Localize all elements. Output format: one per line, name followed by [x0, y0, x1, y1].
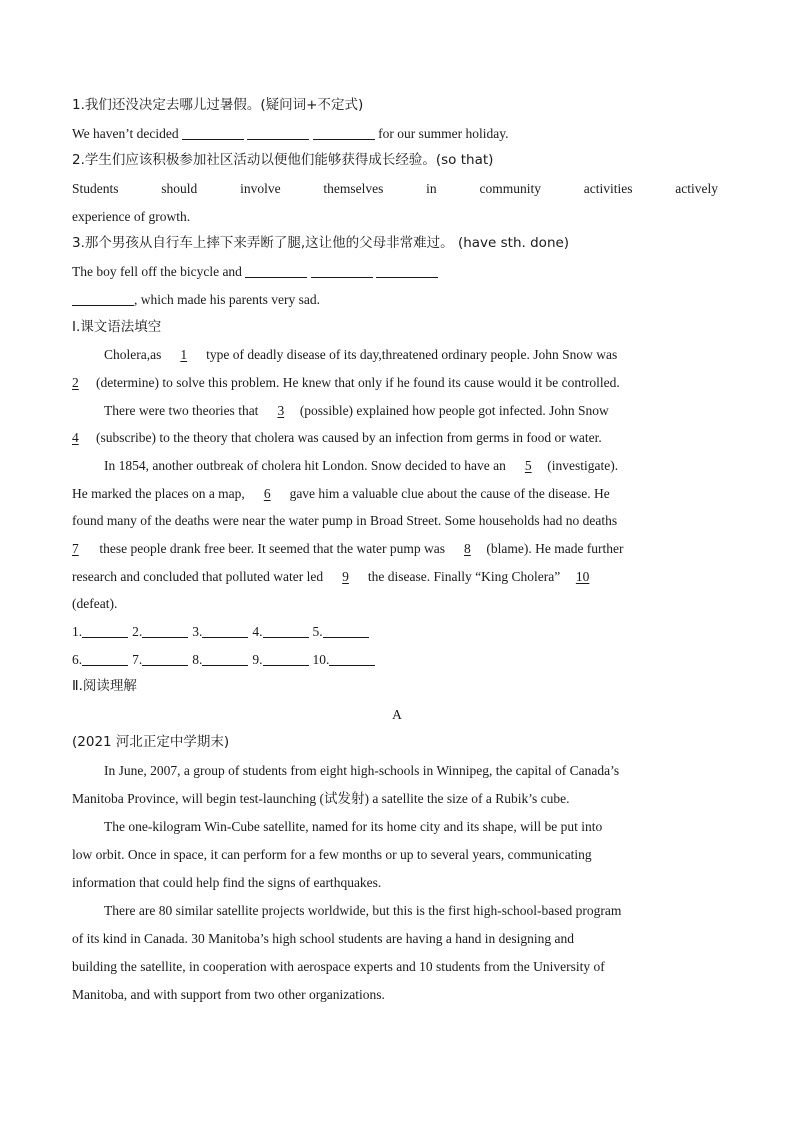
answer-field-7[interactable]: [142, 651, 188, 666]
s2-p2-line3: information that could help find the signs of earthquakes.: [72, 874, 382, 890]
answer-row-2: 6. 7. 8. 9. 10.: [72, 646, 722, 674]
q1-blank-2[interactable]: [247, 125, 309, 140]
q2-sentence-line1: Students should involve themselves in community activities actively: [72, 181, 718, 197]
answer-field-8[interactable]: [202, 651, 248, 666]
worksheet-page: [72, 92, 722, 1009]
q1-prompt: 1.我们还没决定去哪儿过暑假。(疑问词+不定式): [72, 97, 364, 113]
blank-10[interactable]: 10: [575, 568, 590, 584]
s1-p3-line4: 7 these people drank free beer. It seemed that the water pump was 8 (blame). He made further: [72, 535, 722, 563]
s1-p3-line1: In 1854, another outbreak of cholera hit London. Snow decided to have an 5 (investigate).: [72, 452, 722, 480]
s2-p3-line3: building the satellite, in cooperation with aerospace experts and 10 students from the University of: [72, 958, 605, 974]
answer-field-9[interactable]: [263, 651, 309, 666]
q1-blank-1[interactable]: [182, 125, 244, 140]
s2-p1-line2: Manitoba Province, will begin test-launching (试发射) a satellite the size of a Rubik’s cube.: [72, 790, 570, 806]
q2-prompt: 2.学生们应该积极参加社区活动以便他们能够获得成长经验。(so that): [72, 152, 494, 169]
answer-field-3[interactable]: [202, 623, 248, 638]
answer-field-2[interactable]: [142, 623, 188, 638]
passage-label: A: [392, 707, 402, 723]
blank-2[interactable]: 2: [72, 374, 79, 390]
s1-p2-line2: 4 (subscribe) to the theory that cholera was caused by an infection from germs in food or water.: [72, 424, 722, 452]
s1-p3-line6: (defeat).: [72, 596, 118, 612]
s2-p2-line1: The one-kilogram Win-Cube satellite, named for its home city and its shape, will be put into: [104, 818, 603, 834]
q3-sentence-line2: , which made his parents very sad.: [72, 286, 722, 314]
q1-sentence: We haven’t decided for our summer holiday.: [72, 125, 509, 141]
q3-blank-1[interactable]: [245, 263, 307, 278]
q3-blank-4[interactable]: [72, 291, 134, 306]
q3-blank-3[interactable]: [376, 263, 438, 278]
s2-p3-line1: There are 80 similar satellite projects worldwide, but this is the first high-school-based program: [104, 902, 622, 918]
answer-field-1[interactable]: [82, 623, 128, 638]
answer-field-4[interactable]: [263, 623, 309, 638]
answer-field-5[interactable]: [323, 623, 369, 638]
s2-p2-line2: low orbit. Once in space, it can perform for a few months or up to several years, communicating: [72, 846, 592, 862]
passage-body: [72, 757, 722, 1009]
blank-1[interactable]: 1: [180, 347, 188, 363]
q2-sentence-line2: experience of growth.: [72, 208, 191, 224]
blank-6[interactable]: 6: [263, 485, 271, 501]
s2-p1-line1: In June, 2007, a group of students from eight high-schools in Winnipeg, the capital of Canada’s: [104, 762, 620, 778]
blank-4[interactable]: 4: [72, 430, 79, 446]
s1-p2-line1: There were two theories that 3 (possible) explained how people got infected. John Snow: [72, 397, 722, 425]
section1-heading: Ⅰ.课文语法填空: [72, 318, 162, 335]
answer-field-6[interactable]: [82, 651, 128, 666]
q1-blank-3[interactable]: [313, 125, 375, 140]
blank-7[interactable]: 7: [72, 541, 79, 556]
s1-p3-line5: research and concluded that polluted water led 9 the disease. Finally “King Cholera” 10: [72, 563, 722, 591]
s1-p3-line2: He marked the places on a map, 6 gave him a valuable clue about the cause of the disease. He: [72, 480, 722, 508]
s1-p3-line3: found many of the deaths were near the water pump in Broad Street. Some households had no deaths: [72, 513, 618, 529]
s1-p1-line2: 2 (determine) to solve this problem. He knew that only if he found its cause would it be controlled.: [72, 369, 722, 397]
q3-sentence-line1: The boy fell off the bicycle and: [72, 258, 722, 286]
blank-9[interactable]: 9: [342, 568, 349, 584]
blank-5[interactable]: 5: [524, 457, 532, 473]
s1-p1-line1: Cholera,as 1 type of deadly disease of its day,threatened ordinary people. John Snow was: [72, 341, 722, 369]
q3-blank-2[interactable]: [311, 263, 373, 278]
passage-source: (2021 河北正定中学期末): [72, 733, 230, 750]
answer-field-10[interactable]: [329, 651, 375, 666]
answer-row-1: 1. 2. 3. 4. 5.: [72, 618, 722, 646]
s2-p3-line2: of its kind in Canada. 30 Manitoba’s high school students are having a hand in designing and: [72, 930, 575, 946]
blank-3[interactable]: 3: [277, 402, 285, 418]
section2-heading: Ⅱ.阅读理解: [72, 678, 137, 695]
s2-p3-line4: Manitoba, and with support from two other organizations.: [72, 986, 385, 1002]
blank-8[interactable]: 8: [463, 541, 471, 556]
q3-prompt: 3.那个男孩从自行车上摔下来弄断了腿,这让他的父母非常难过。 (have sth. done): [72, 235, 570, 252]
